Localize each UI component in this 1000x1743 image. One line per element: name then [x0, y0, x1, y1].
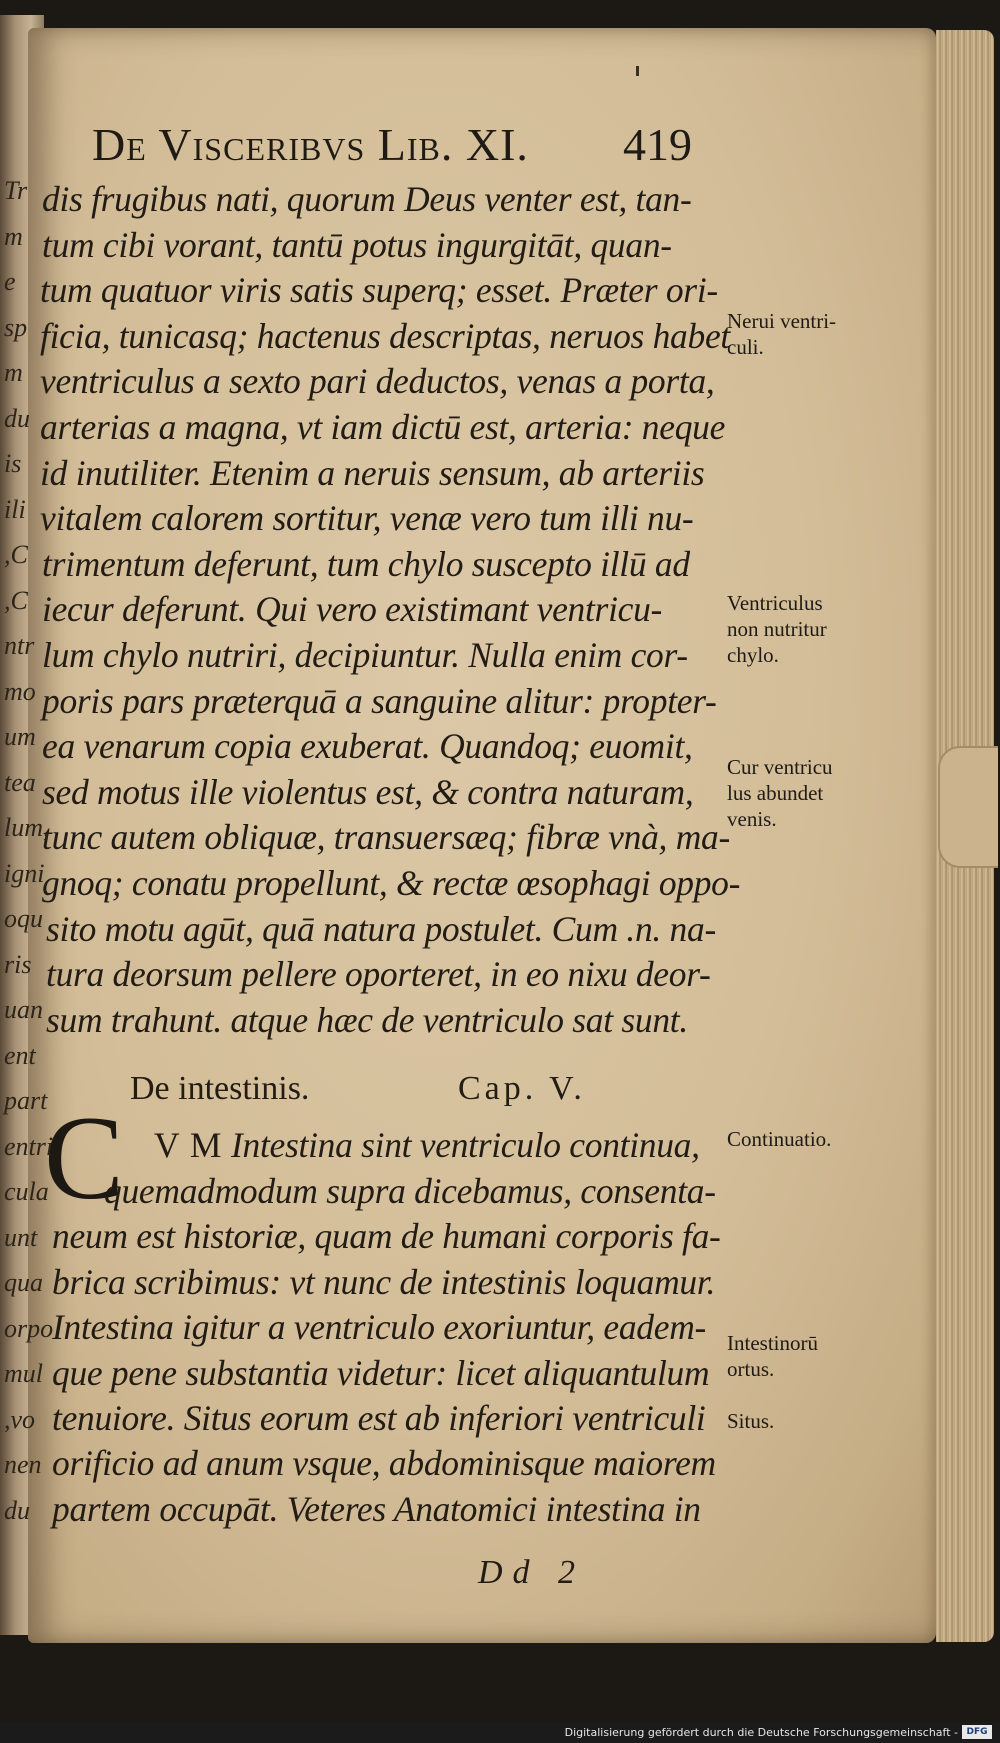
facing-page-fragment: e	[4, 267, 16, 296]
drop-initial: C	[44, 1091, 125, 1224]
text-line: brica scribimus: vt nunc de intestinis loquamur.	[52, 1262, 716, 1302]
text-line: Intestina igitur a ventriculo exoriuntur, eadem-	[52, 1307, 707, 1347]
facing-page-fragment: ,C	[4, 540, 28, 569]
signature-mark: Dd 2	[478, 1554, 586, 1591]
margin-note-line: Intestinorū	[727, 1331, 818, 1355]
margin-note	[727, 308, 836, 360]
text-line: neum est historiæ, quam de humani corporis fa-	[52, 1216, 721, 1256]
facing-page-fragment: ,C	[4, 586, 28, 615]
text-line: arterias a magna, vt iam dictū est, arteria: neque	[40, 407, 726, 447]
margin-note-line: non nutritur	[727, 617, 827, 641]
facing-page-fragment: is	[4, 449, 22, 478]
chapter-number: Cap. V.	[458, 1070, 586, 1107]
facing-page-fragment: nen	[4, 1450, 42, 1479]
margin-note-line: Nerui ventri-	[727, 309, 837, 333]
text-line: tum quatuor viris satis superq; esset. Præter ori-	[40, 270, 718, 310]
facing-page-fragment: m	[4, 358, 23, 387]
facing-page-fragment: tea	[4, 768, 36, 797]
text-line: ventriculus a sexto pari deductos, venas a porta,	[40, 361, 715, 401]
facing-page-fragment: ntr	[4, 631, 35, 660]
first-line-text: Intestina sint ventriculo continua,	[222, 1125, 700, 1165]
text-line: ea venarum copia exuberat. Quandoq; euomit,	[42, 726, 693, 766]
facing-page-fragment: igni	[4, 859, 45, 888]
text-line: sum trahunt. atque hæc de ventriculo sat sunt.	[46, 1000, 688, 1040]
facing-page-fragment: qua	[4, 1268, 43, 1297]
facing-page-fragment: Tr	[4, 176, 28, 205]
text-line: orificio ad anum vsque, abdominisque maiorem	[52, 1443, 716, 1483]
text-line: tunc autem obliquæ, transuersæq; fibræ vnà, ma-	[42, 817, 730, 857]
facing-page-fragment: ris	[4, 950, 32, 979]
margin-note	[727, 1408, 774, 1434]
facing-page-fragment: oqu	[4, 904, 43, 933]
chapter-title: De intestinis.	[130, 1070, 310, 1107]
text-line: ficia, tunicasq; hactenus descriptas, neruos habet	[40, 316, 730, 356]
text-line: lum chylo nutriri, decipiuntur. Nulla enim cor-	[42, 635, 688, 675]
text-line: trimentum deferunt, tum chylo suscepto illū ad	[42, 544, 690, 584]
text-line: tenuiore. Situs eorum est ab inferiori ventriculi	[52, 1398, 706, 1438]
text-line: tura deorsum pellere oporteret, in eo nixu deor-	[46, 954, 711, 994]
facing-page-fragment: ,vo	[4, 1405, 36, 1434]
text-line: sito motu agūt, quā natura postulet. Cum .n. na-	[46, 909, 716, 949]
text-line: que pene substantia videtur: licet aliquantulum	[52, 1353, 710, 1393]
text-line: quemadmodum supra dicebamus, consenta-	[104, 1171, 716, 1211]
facing-page-fragment: cula	[4, 1177, 49, 1206]
text-line: partem occupāt. Veteres Anatomici intestina in	[52, 1489, 701, 1529]
text-line: id inutiliter. Etenim a neruis sensum, ab arteriis	[40, 453, 705, 493]
facing-page-fragment: uan	[4, 995, 43, 1024]
facing-page-fragment: entri	[4, 1132, 54, 1161]
facing-page-fragment: unt	[4, 1223, 38, 1252]
margin-note-line: Cur ventricu	[727, 755, 833, 779]
margin-note-line: chylo.	[727, 643, 779, 667]
margin-note	[727, 1126, 831, 1152]
digitization-credit: Digitalisierung gefördert durch die Deutsche Forschungsgemeinschaft -	[564, 1726, 958, 1739]
facing-page-fragment: du	[4, 404, 30, 433]
margin-note	[727, 590, 827, 668]
facing-page-fragment: mul	[4, 1359, 43, 1388]
margin-note-line: culi.	[727, 335, 764, 359]
text-line: sed motus ille violentus est, & contra naturam,	[42, 772, 694, 812]
margin-note-line: ortus.	[727, 1357, 775, 1381]
facing-page-fragment: sp	[4, 313, 28, 342]
facing-page-fragment: ili	[4, 495, 26, 524]
chapter-first-line	[154, 1124, 700, 1166]
page-tab	[938, 746, 998, 868]
facing-page-fragment: mo	[4, 677, 36, 706]
text-line: gnoq; conatu propellunt, & rectæ œsophagi oppo-	[42, 863, 741, 903]
facing-page-fragment: lum,	[4, 813, 50, 842]
margin-note-line: venis.	[727, 807, 777, 831]
text-line: vitalem calorem sortitur, venæ vero tum illi nu-	[40, 498, 694, 538]
running-head: De Visceribvs Lib. XI.	[92, 119, 529, 170]
text-line: tum cibi vorant, tantū potus ingurgitāt, quan-	[42, 225, 672, 265]
text-line: iecur deferunt. Qui vero existimant ventricu-	[42, 589, 663, 629]
facing-page-fragment: orpo	[4, 1314, 54, 1343]
facing-page-fragment: part	[4, 1086, 48, 1115]
text-line: dis frugibus nati, quorum Deus venter est, tan-	[42, 179, 692, 219]
margin-note-line: Situs.	[727, 1409, 775, 1433]
margin-note-line: Continuatio.	[727, 1127, 832, 1151]
margin-note-line: lus abundet	[727, 781, 824, 805]
text-line: poris pars præterquā a sanguine alitur: propter-	[42, 681, 717, 721]
small-caps-lead: V M	[154, 1125, 223, 1165]
ink-mark	[636, 66, 639, 76]
folio-number: 419	[623, 119, 692, 170]
facing-page-fragment: um	[4, 722, 36, 751]
margin-note	[727, 754, 833, 832]
facing-page-fragment: m	[4, 222, 23, 251]
dfg-logo: DFG	[962, 1725, 992, 1739]
margin-note	[727, 1330, 818, 1382]
facing-page-fragment: du	[4, 1496, 30, 1525]
margin-note-line: Ventriculus	[727, 591, 823, 615]
facing-page-fragment: ent	[4, 1041, 36, 1070]
